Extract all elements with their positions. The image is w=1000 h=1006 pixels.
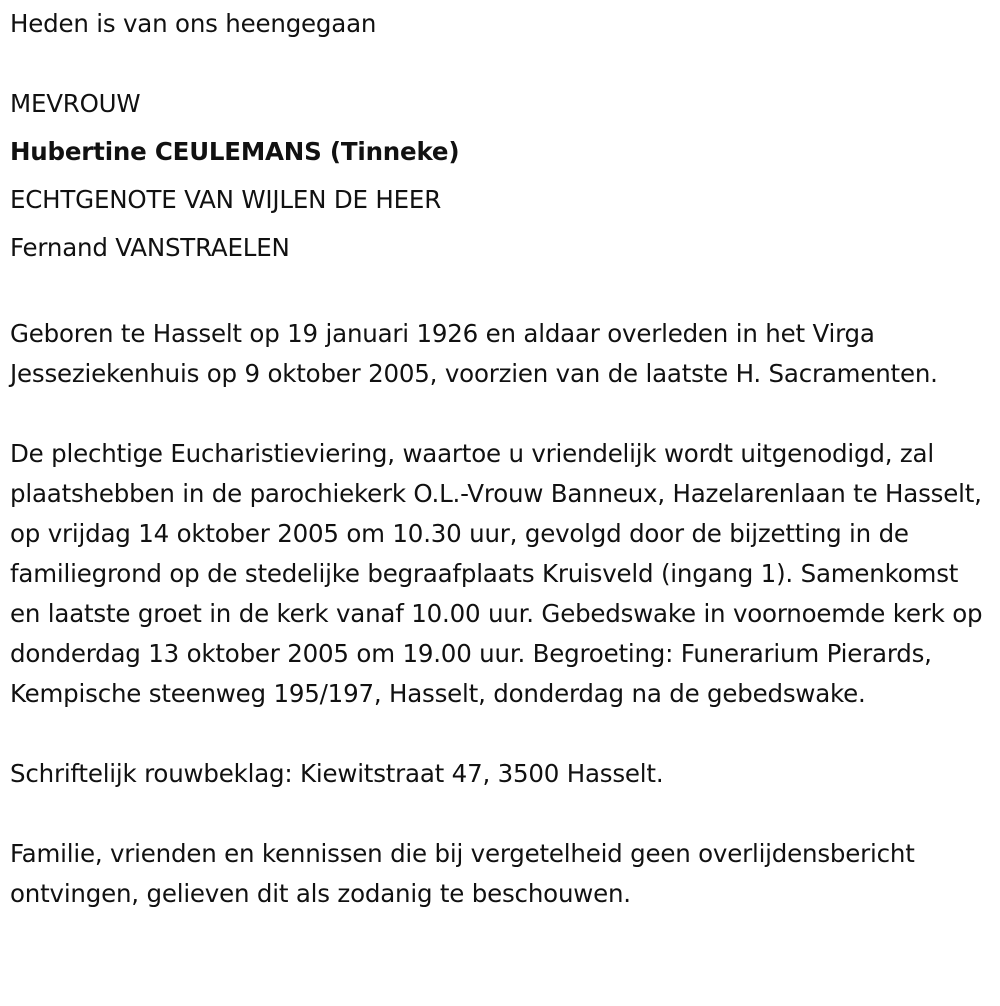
death-notice — [10, 0, 995, 914]
intro-line: Heden is van ons heengegaan — [10, 9, 377, 38]
relation-line: ECHTGENOTE VAN WIJLEN DE HEER — [10, 185, 442, 214]
salutation: MEVROUW — [10, 89, 141, 118]
closing-paragraph: Familie, vrienden en kennissen die bij vergetelheid geen overlijdensbericht ontvingen, gelieven dit als zodanig te beschouwen. — [10, 839, 915, 908]
spouse-name: Fernand VANSTRAELEN — [10, 233, 290, 262]
funeral-paragraph: De plechtige Eucharistieviering, waartoe u vriendelijk wordt uitgenodigd, zal plaatshebben in de parochiekerk O.L.-Vrouw Banneux, Hazelarenlaan te Hasselt, op vrijdag 14 oktober 2005 om 10.30 uur, gevolgd door de bijzetting in de familiegrond op de stedelijke begraafplaats Kruisveld (ingang 1). Samenkomst en laatste groet in de kerk vanaf 10.00 uur. Gebedswake in voornoemde kerk op donderdag 13 oktober 2005 om 19.00 uur. Begroeting: Funerarium Pierards, Kempische steenweg 195/197, Hasselt, donderdag na de gebedswake. — [10, 439, 983, 708]
condolence-paragraph: Schriftelijk rouwbeklag: Kiewitstraat 47, 3500 Hasselt. — [10, 759, 664, 788]
deceased-name: Hubertine CEULEMANS (Tinneke) — [10, 137, 460, 166]
birth-death-paragraph: Geboren te Hasselt op 19 januari 1926 en aldaar overleden in het Virga Jesseziekenhuis op 9 oktober 2005, voorzien van de laatste H. Sacramenten. — [10, 319, 938, 388]
